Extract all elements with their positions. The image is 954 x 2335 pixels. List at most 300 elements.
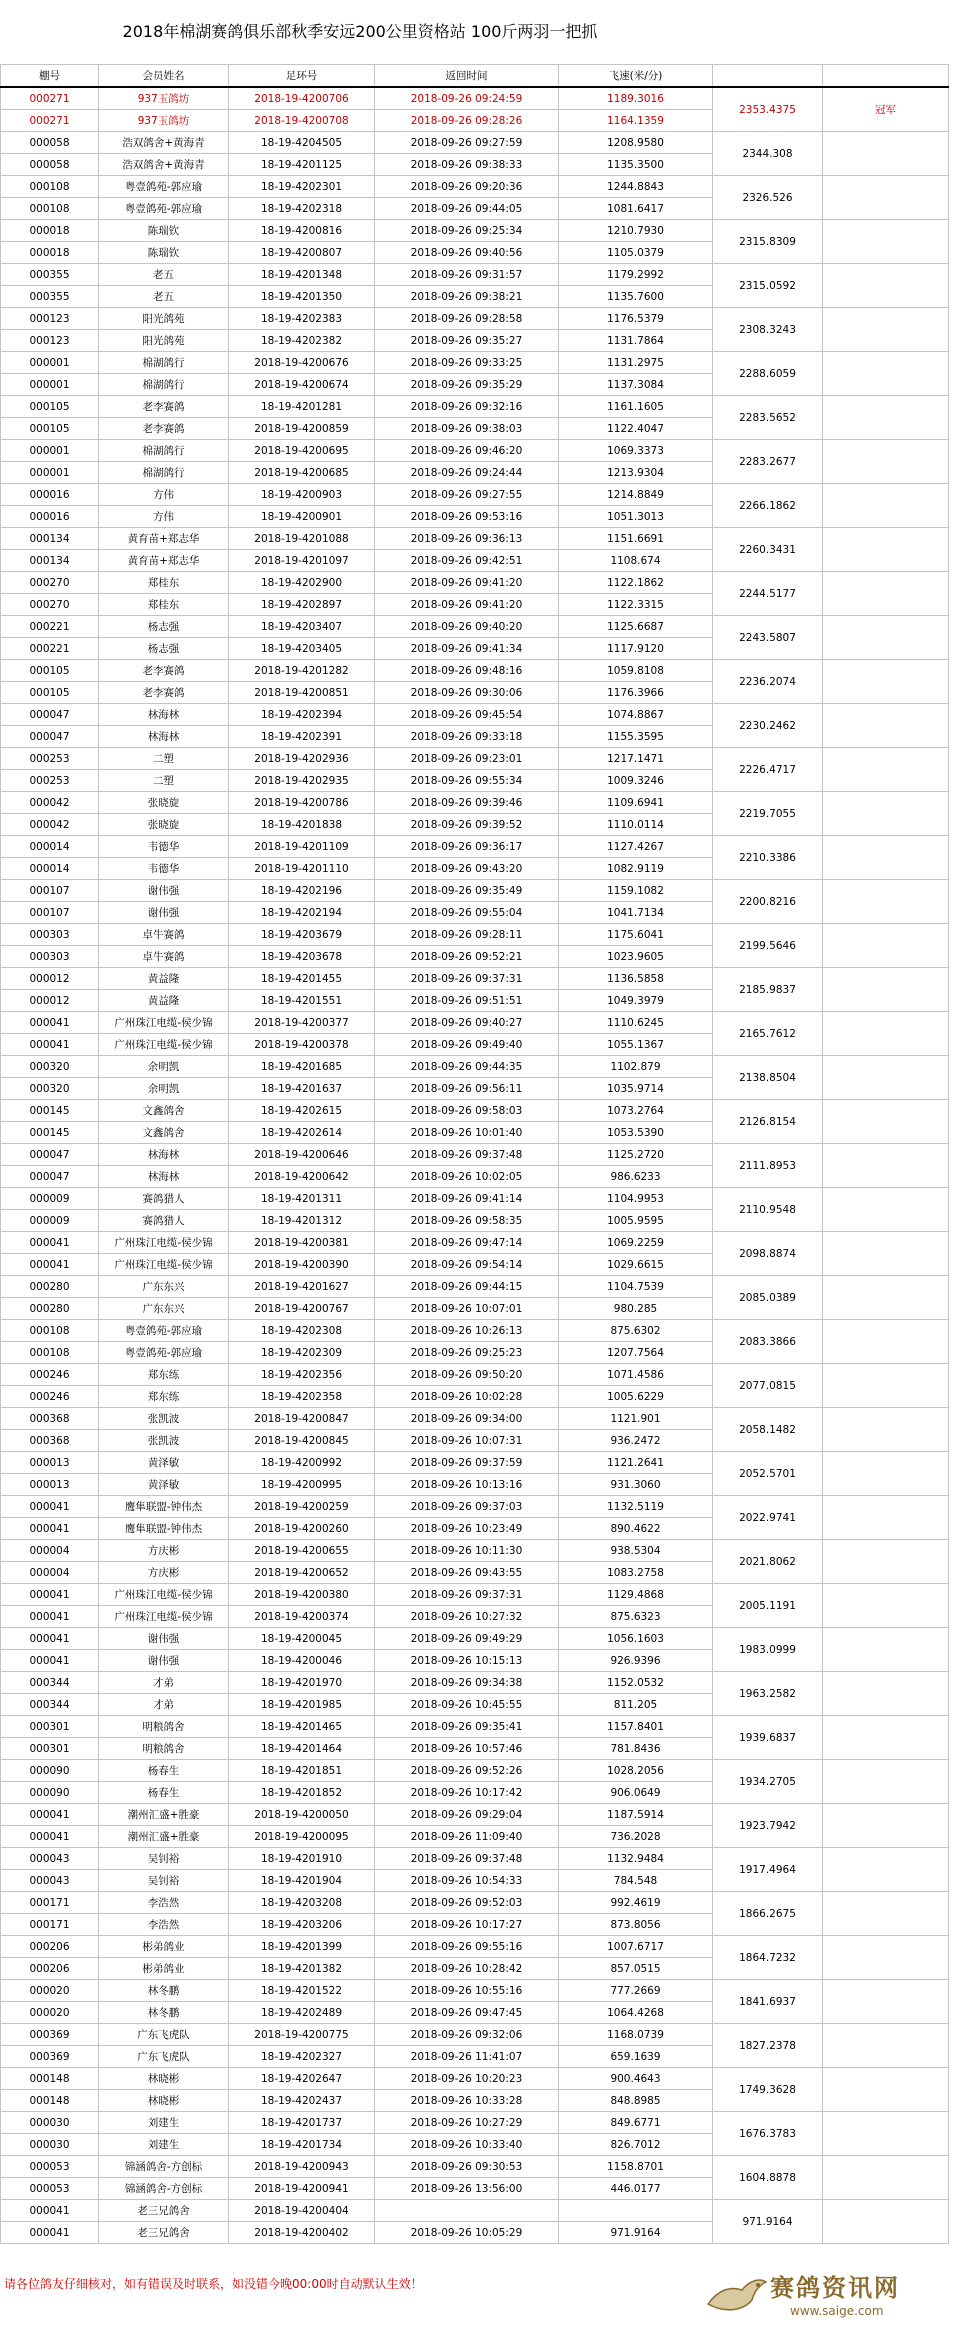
cell-loft-id: 000123	[1, 308, 99, 330]
cell-return-time: 2018-09-26 09:54:14	[375, 1254, 559, 1276]
cell-speed: 875.6323	[559, 1606, 713, 1628]
cell-loft-id: 000253	[1, 770, 99, 792]
cell-loft-id: 000047	[1, 1144, 99, 1166]
cell-return-time: 2018-09-26 09:36:13	[375, 528, 559, 550]
cell-award	[823, 1100, 949, 1144]
cell-member-name: 张凯波	[99, 1408, 229, 1430]
cell-loft-id: 000041	[1, 1606, 99, 1628]
cell-pair-total: 1827.2378	[713, 2024, 823, 2068]
cell-speed: 811.205	[559, 1694, 713, 1716]
cell-return-time: 2018-09-26 09:37:31	[375, 1584, 559, 1606]
cell-member-name: 李浩然	[99, 1914, 229, 1936]
cell-award	[823, 1276, 949, 1320]
cell-ring-number: 18-19-4201551	[229, 990, 375, 1012]
cell-award	[823, 308, 949, 352]
cell-award	[823, 484, 949, 528]
cell-loft-id: 000053	[1, 2178, 99, 2200]
cell-ring-number: 18-19-4201350	[229, 286, 375, 308]
cell-ring-number: 2018-19-4200374	[229, 1606, 375, 1628]
cell-award	[823, 572, 949, 616]
cell-ring-number: 2018-19-4200941	[229, 2178, 375, 2200]
cell-speed: 1179.2992	[559, 264, 713, 286]
table-row	[1, 264, 949, 286]
table-row	[1, 1672, 949, 1694]
cell-speed: 992.4619	[559, 1892, 713, 1914]
cell-ring-number: 2018-19-4200402	[229, 2222, 375, 2244]
cell-member-name: 937玉鸽坊	[99, 110, 229, 132]
cell-pair-total: 2085.0389	[713, 1276, 823, 1320]
table-row	[1, 396, 949, 418]
cell-award	[823, 660, 949, 704]
cell-ring-number: 2018-19-4200260	[229, 1518, 375, 1540]
cell-loft-id: 000018	[1, 220, 99, 242]
cell-return-time: 2018-09-26 09:30:53	[375, 2156, 559, 2178]
cell-speed: 1051.3013	[559, 506, 713, 528]
table-row	[1, 2112, 949, 2134]
cell-ring-number: 2018-19-4200378	[229, 1034, 375, 1056]
table-row	[1, 880, 949, 902]
results-table	[0, 64, 949, 2244]
cell-return-time: 2018-09-26 09:28:26	[375, 110, 559, 132]
cell-member-name: 谢伟强	[99, 880, 229, 902]
cell-member-name: 陈瑞钦	[99, 242, 229, 264]
cell-speed: 1122.3315	[559, 594, 713, 616]
cell-return-time: 2018-09-26 10:07:31	[375, 1430, 559, 1452]
cell-member-name: 二塑	[99, 770, 229, 792]
cell-ring-number: 18-19-4203679	[229, 924, 375, 946]
cell-award	[823, 2200, 949, 2244]
cell-return-time: 2018-09-26 09:35:27	[375, 330, 559, 352]
table-row	[1, 1364, 949, 1386]
cell-member-name: 郑桂东	[99, 572, 229, 594]
cell-loft-id: 000043	[1, 1870, 99, 1892]
cell-pair-total: 2077.0815	[713, 1364, 823, 1408]
header-loft-id: 棚号	[1, 65, 99, 88]
cell-loft-id: 000041	[1, 1012, 99, 1034]
cell-ring-number: 2018-19-4200775	[229, 2024, 375, 2046]
cell-loft-id: 000041	[1, 1034, 99, 1056]
cell-speed: 931.3060	[559, 1474, 713, 1496]
cell-ring-number: 18-19-4201465	[229, 1716, 375, 1738]
cell-ring-number: 18-19-4203678	[229, 946, 375, 968]
cell-loft-id: 000107	[1, 902, 99, 924]
cell-loft-id: 000030	[1, 2134, 99, 2156]
cell-return-time: 2018-09-26 09:46:20	[375, 440, 559, 462]
cell-return-time: 2018-09-26 09:24:59	[375, 87, 559, 110]
cell-return-time: 2018-09-26 09:45:54	[375, 704, 559, 726]
cell-ring-number: 2018-19-4201627	[229, 1276, 375, 1298]
cell-return-time: 2018-09-26 11:09:40	[375, 1826, 559, 1848]
cell-member-name: 张晓旋	[99, 814, 229, 836]
cell-speed: 1029.6615	[559, 1254, 713, 1276]
cell-speed: 1023.9605	[559, 946, 713, 968]
cell-member-name: 阳光鸽苑	[99, 308, 229, 330]
cell-award	[823, 748, 949, 792]
cell-speed: 1104.9953	[559, 1188, 713, 1210]
cell-pair-total: 1934.2705	[713, 1760, 823, 1804]
cell-pair-total: 2098.8874	[713, 1232, 823, 1276]
cell-ring-number: 18-19-4203407	[229, 616, 375, 638]
table-row	[1, 1100, 949, 1122]
table-row	[1, 1408, 949, 1430]
cell-loft-id: 000107	[1, 880, 99, 902]
cell-speed: 1059.8108	[559, 660, 713, 682]
table-row	[1, 1012, 949, 1034]
cell-return-time: 2018-09-26 09:32:16	[375, 396, 559, 418]
cell-member-name: 林冬鹏	[99, 2002, 229, 2024]
cell-loft-id: 000108	[1, 1342, 99, 1364]
cell-ring-number: 2018-19-4200381	[229, 1232, 375, 1254]
table-row	[1, 132, 949, 154]
cell-return-time: 2018-09-26 09:40:27	[375, 1012, 559, 1034]
cell-return-time: 2018-09-26 09:47:14	[375, 1232, 559, 1254]
cell-member-name: 林冬鹏	[99, 1980, 229, 2002]
cell-speed: 1176.3966	[559, 682, 713, 704]
cell-member-name: 杨春生	[99, 1782, 229, 1804]
cell-award	[823, 1760, 949, 1804]
cell-ring-number: 18-19-4200046	[229, 1650, 375, 1672]
cell-loft-id: 000020	[1, 2002, 99, 2024]
cell-member-name: 方庆彬	[99, 1540, 229, 1562]
cell-loft-id: 000123	[1, 330, 99, 352]
cell-loft-id: 000301	[1, 1716, 99, 1738]
cell-loft-id: 000108	[1, 198, 99, 220]
cell-member-name: 林海林	[99, 704, 229, 726]
cell-pair-total: 2005.1191	[713, 1584, 823, 1628]
cell-return-time: 2018-09-26 09:49:40	[375, 1034, 559, 1056]
cell-award	[823, 176, 949, 220]
cell-pair-total: 1963.2582	[713, 1672, 823, 1716]
cell-pair-total: 2200.8216	[713, 880, 823, 924]
cell-member-name: 郑东练	[99, 1364, 229, 1386]
cell-loft-id: 000041	[1, 1826, 99, 1848]
cell-return-time: 2018-09-26 09:37:31	[375, 968, 559, 990]
cell-member-name: 棉湖鸽行	[99, 374, 229, 396]
cell-award	[823, 2156, 949, 2200]
cell-speed: 777.2669	[559, 1980, 713, 2002]
table-row	[1, 528, 949, 550]
cell-loft-id: 000058	[1, 132, 99, 154]
page-title: 2018年棉湖赛鸽俱乐部秋季安远200公里资格站 100斤两羽一把抓	[122, 22, 598, 41]
cell-loft-id: 000134	[1, 528, 99, 550]
cell-ring-number: 18-19-4200807	[229, 242, 375, 264]
cell-return-time: 2018-09-26 10:57:46	[375, 1738, 559, 1760]
cell-member-name: 方伟	[99, 484, 229, 506]
cell-pair-total: 1866.2675	[713, 1892, 823, 1936]
table-row	[1, 220, 949, 242]
cell-return-time: 2018-09-26 10:33:28	[375, 2090, 559, 2112]
cell-award	[823, 1408, 949, 1452]
cell-loft-id: 000148	[1, 2068, 99, 2090]
cell-ring-number: 2018-19-4200706	[229, 87, 375, 110]
cell-return-time: 2018-09-26 09:52:21	[375, 946, 559, 968]
table-row	[1, 704, 949, 726]
cell-speed: 1132.5119	[559, 1496, 713, 1518]
cell-speed: 1176.5379	[559, 308, 713, 330]
cell-member-name: 方庆彬	[99, 1562, 229, 1584]
cell-loft-id: 000041	[1, 1628, 99, 1650]
cell-member-name: 陈瑞钦	[99, 220, 229, 242]
cell-speed: 1056.1603	[559, 1628, 713, 1650]
cell-loft-id: 000221	[1, 616, 99, 638]
cell-ring-number: 18-19-4202301	[229, 176, 375, 198]
cell-speed: 1073.2764	[559, 1100, 713, 1122]
cell-loft-id: 000148	[1, 2090, 99, 2112]
cell-member-name: 广东东兴	[99, 1298, 229, 1320]
cell-ring-number: 18-19-4201852	[229, 1782, 375, 1804]
cell-loft-id: 000108	[1, 1320, 99, 1342]
cell-return-time: 2018-09-26 09:55:04	[375, 902, 559, 924]
cell-loft-id: 000320	[1, 1078, 99, 1100]
cell-return-time: 2018-09-26 09:44:15	[375, 1276, 559, 1298]
cell-loft-id: 000041	[1, 2222, 99, 2244]
cell-ring-number: 18-19-4203208	[229, 1892, 375, 1914]
cell-pair-total: 2110.9548	[713, 1188, 823, 1232]
cell-loft-id: 000134	[1, 550, 99, 572]
cell-ring-number: 2018-19-4200767	[229, 1298, 375, 1320]
cell-award	[823, 264, 949, 308]
cell-pair-total: 2344.308	[713, 132, 823, 176]
footer-note: 请各位鸽友仔细核对，如有错误及时联系，如没错今晚00:00时自动默认生效！	[4, 2277, 423, 2291]
cell-return-time: 2018-09-26 10:20:23	[375, 2068, 559, 2090]
cell-return-time: 2018-09-26 09:43:55	[375, 1562, 559, 1584]
cell-pair-total: 2243.5807	[713, 616, 823, 660]
cell-speed: 1069.3373	[559, 440, 713, 462]
header-pair-total	[713, 65, 823, 88]
cell-return-time: 2018-09-26 10:28:42	[375, 1958, 559, 1980]
cell-pair-total: 2315.8309	[713, 220, 823, 264]
table-row	[1, 2068, 949, 2090]
cell-speed: 1131.7864	[559, 330, 713, 352]
cell-ring-number: 2018-19-4202936	[229, 748, 375, 770]
table-row	[1, 1320, 949, 1342]
table-row	[1, 1144, 949, 1166]
cell-return-time: 2018-09-26 09:41:14	[375, 1188, 559, 1210]
cell-pair-total: 2260.3431	[713, 528, 823, 572]
cell-loft-id: 000344	[1, 1672, 99, 1694]
cell-ring-number: 2018-19-4200859	[229, 418, 375, 440]
cell-speed: 1137.3084	[559, 374, 713, 396]
cell-return-time	[375, 2200, 559, 2222]
cell-pair-total: 2266.1862	[713, 484, 823, 528]
cell-loft-id: 000090	[1, 1760, 99, 1782]
cell-return-time: 2018-09-26 10:45:55	[375, 1694, 559, 1716]
cell-member-name: 韦德华	[99, 836, 229, 858]
cell-return-time: 2018-09-26 09:52:26	[375, 1760, 559, 1782]
table-row	[1, 2156, 949, 2178]
cell-return-time: 2018-09-26 09:40:20	[375, 616, 559, 638]
logo-name: 赛鸽资讯网	[770, 2274, 900, 2302]
cell-loft-id: 000355	[1, 286, 99, 308]
table-row	[1, 1188, 949, 1210]
cell-award	[823, 1496, 949, 1540]
cell-member-name: 明粮鸽舍	[99, 1716, 229, 1738]
cell-loft-id: 000001	[1, 352, 99, 374]
cell-speed: 1028.2056	[559, 1760, 713, 1782]
cell-award	[823, 1364, 949, 1408]
cell-member-name: 潮州汇盛+胜豪	[99, 1826, 229, 1848]
cell-member-name: 老李赛鸽	[99, 418, 229, 440]
cell-speed: 1175.6041	[559, 924, 713, 946]
cell-member-name: 方伟	[99, 506, 229, 528]
table-row	[1, 176, 949, 198]
cell-ring-number: 18-19-4201348	[229, 264, 375, 286]
cell-ring-number: 2018-19-4201282	[229, 660, 375, 682]
cell-award	[823, 1672, 949, 1716]
cell-loft-id: 000246	[1, 1364, 99, 1386]
cell-speed: 1122.1862	[559, 572, 713, 594]
cell-pair-total: 1939.6837	[713, 1716, 823, 1760]
cell-speed: 900.4643	[559, 2068, 713, 2090]
cell-pair-total: 2083.3866	[713, 1320, 823, 1364]
cell-award	[823, 2112, 949, 2156]
header-member-name: 会员姓名	[99, 65, 229, 88]
cell-award	[823, 924, 949, 968]
cell-member-name: 林晓彬	[99, 2068, 229, 2090]
cell-member-name: 广州珠江电缆-侯少锦	[99, 1232, 229, 1254]
cell-pair-total: 2283.5652	[713, 396, 823, 440]
cell-ring-number: 18-19-4202394	[229, 704, 375, 726]
table-row	[1, 87, 949, 110]
cell-member-name: 老李赛鸽	[99, 660, 229, 682]
cell-return-time: 2018-09-26 10:17:42	[375, 1782, 559, 1804]
cell-return-time: 2018-09-26 09:44:05	[375, 198, 559, 220]
cell-pair-total: 2199.5646	[713, 924, 823, 968]
cell-loft-id: 000171	[1, 1914, 99, 1936]
cell-loft-id: 000043	[1, 1848, 99, 1870]
table-row	[1, 1584, 949, 1606]
cell-speed: 446.0177	[559, 2178, 713, 2200]
cell-member-name: 林晓彬	[99, 2090, 229, 2112]
table-row	[1, 836, 949, 858]
cell-ring-number: 18-19-4204505	[229, 132, 375, 154]
cell-return-time: 2018-09-26 09:24:44	[375, 462, 559, 484]
cell-speed: 1105.0379	[559, 242, 713, 264]
cell-award	[823, 132, 949, 176]
cell-ring-number: 18-19-4200816	[229, 220, 375, 242]
cell-loft-id: 000012	[1, 968, 99, 990]
cell-ring-number: 18-19-4201637	[229, 1078, 375, 1100]
table-row	[1, 748, 949, 770]
cell-loft-id: 000013	[1, 1474, 99, 1496]
cell-speed: 1049.3979	[559, 990, 713, 1012]
cell-loft-id: 000042	[1, 792, 99, 814]
cell-loft-id: 000355	[1, 264, 99, 286]
cell-loft-id: 000009	[1, 1210, 99, 1232]
table-row	[1, 484, 949, 506]
cell-member-name: 文鑫鸽舍	[99, 1122, 229, 1144]
cell-member-name: 余明凯	[99, 1056, 229, 1078]
table-row	[1, 1716, 949, 1738]
cell-ring-number: 18-19-4201125	[229, 154, 375, 176]
cell-return-time: 2018-09-26 09:37:48	[375, 1144, 559, 1166]
cell-member-name: 彬弟鸽业	[99, 1958, 229, 1980]
cell-ring-number: 2018-19-4201110	[229, 858, 375, 880]
cell-return-time: 2018-09-26 10:01:40	[375, 1122, 559, 1144]
cell-speed: 971.9164	[559, 2222, 713, 2244]
cell-loft-id: 000090	[1, 1782, 99, 1804]
cell-pair-total: 2185.9837	[713, 968, 823, 1012]
cell-ring-number: 18-19-4202489	[229, 2002, 375, 2024]
cell-speed: 1109.6941	[559, 792, 713, 814]
cell-ring-number: 2018-19-4200380	[229, 1584, 375, 1606]
cell-speed: 1081.6417	[559, 198, 713, 220]
cell-pair-total: 1604.8878	[713, 2156, 823, 2200]
cell-pair-total: 2210.3386	[713, 836, 823, 880]
cell-award	[823, 1188, 949, 1232]
cell-return-time: 2018-09-26 09:27:59	[375, 132, 559, 154]
cell-member-name: 卓牛赛鸽	[99, 924, 229, 946]
cell-member-name: 林海林	[99, 726, 229, 748]
cell-member-name: 老三兄鸽舍	[99, 2200, 229, 2222]
cell-ring-number: 2018-19-4200708	[229, 110, 375, 132]
cell-return-time: 2018-09-26 09:34:38	[375, 1672, 559, 1694]
cell-member-name: 广州珠江电缆-侯少锦	[99, 1034, 229, 1056]
cell-speed: 1121.901	[559, 1408, 713, 1430]
cell-ring-number: 18-19-4203405	[229, 638, 375, 660]
cell-return-time: 2018-09-26 09:32:06	[375, 2024, 559, 2046]
cell-loft-id: 000020	[1, 1980, 99, 2002]
cell-ring-number: 18-19-4201311	[229, 1188, 375, 1210]
cell-ring-number: 2018-19-4200050	[229, 1804, 375, 1826]
cell-member-name: 棉湖鸽行	[99, 440, 229, 462]
cell-return-time: 2018-09-26 09:29:04	[375, 1804, 559, 1826]
cell-pair-total: 2058.1482	[713, 1408, 823, 1452]
cell-award	[823, 704, 949, 748]
cell-member-name: 郑桂东	[99, 594, 229, 616]
cell-award	[823, 1144, 949, 1188]
cell-member-name: 刘建生	[99, 2134, 229, 2156]
cell-member-name: 余明凯	[99, 1078, 229, 1100]
cell-pair-total: 2219.7055	[713, 792, 823, 836]
cell-return-time: 2018-09-26 09:25:23	[375, 1342, 559, 1364]
cell-speed: 1135.7600	[559, 286, 713, 308]
cell-return-time: 2018-09-26 09:41:20	[375, 572, 559, 594]
cell-pair-total: 1983.0999	[713, 1628, 823, 1672]
cell-return-time: 2018-09-26 09:52:03	[375, 1892, 559, 1914]
cell-return-time: 2018-09-26 09:37:59	[375, 1452, 559, 1474]
cell-ring-number: 2018-19-4200652	[229, 1562, 375, 1584]
table-row	[1, 2024, 949, 2046]
cell-return-time: 2018-09-26 09:39:46	[375, 792, 559, 814]
cell-award	[823, 396, 949, 440]
cell-ring-number: 18-19-4202309	[229, 1342, 375, 1364]
cell-speed: 781.8436	[559, 1738, 713, 1760]
cell-pair-total: 2165.7612	[713, 1012, 823, 1056]
cell-speed: 1210.7930	[559, 220, 713, 242]
cell-loft-id: 000030	[1, 2112, 99, 2134]
cell-return-time: 2018-09-26 10:27:32	[375, 1606, 559, 1628]
table-row	[1, 2200, 949, 2222]
cell-ring-number: 2018-19-4200390	[229, 1254, 375, 1276]
cell-loft-id: 000041	[1, 2200, 99, 2222]
cell-loft-id: 000004	[1, 1562, 99, 1584]
header-award	[823, 65, 949, 88]
cell-member-name: 黄泽敏	[99, 1452, 229, 1474]
cell-return-time: 2018-09-26 09:33:25	[375, 352, 559, 374]
cell-loft-id: 000246	[1, 1386, 99, 1408]
cell-speed: 1132.9484	[559, 1848, 713, 1870]
cell-return-time: 2018-09-26 13:56:00	[375, 2178, 559, 2200]
cell-return-time: 2018-09-26 10:05:29	[375, 2222, 559, 2244]
cell-speed: 1108.674	[559, 550, 713, 572]
cell-return-time: 2018-09-26 09:53:16	[375, 506, 559, 528]
table-row	[1, 924, 949, 946]
cell-award	[823, 1452, 949, 1496]
table-row	[1, 1804, 949, 1826]
cell-member-name: 鹰隼联盟-钟伟杰	[99, 1496, 229, 1518]
cell-member-name: 林海林	[99, 1166, 229, 1188]
